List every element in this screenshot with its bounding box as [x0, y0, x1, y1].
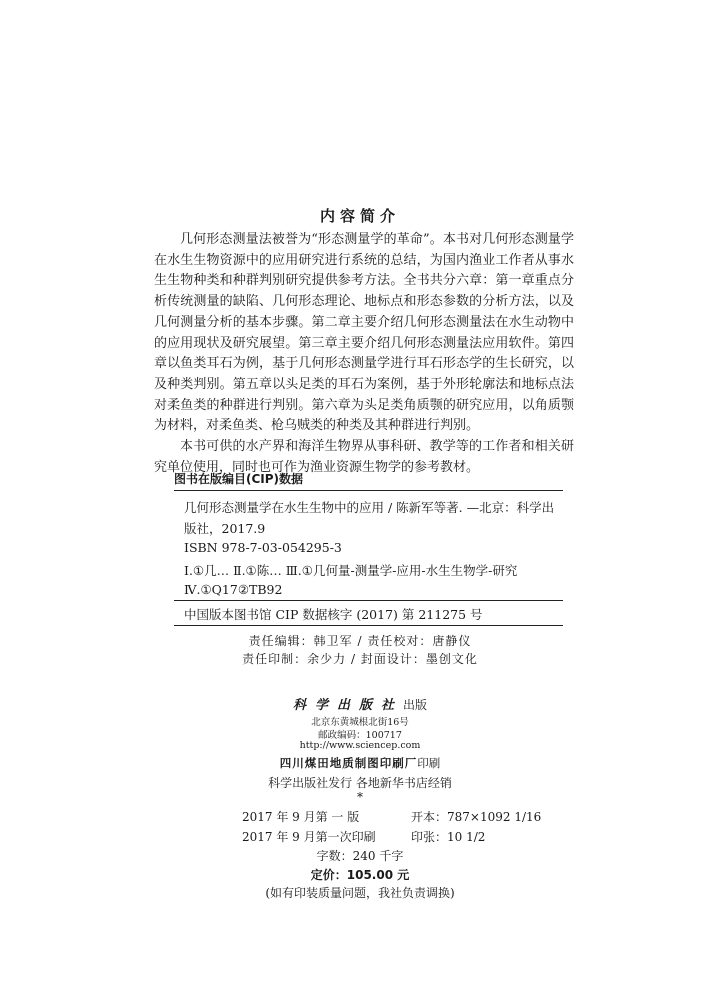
printed-sheets: 印张：10 1/2	[411, 830, 486, 844]
summary-paragraph-1: 几何形态测量法被誉为“形态测量学的革命”。本书对几何形态测量学在水生生物资源中的应用研究进行系统的总结，为国内渔业工作者从事水生生物种类和种群判别研究提供参考方法。全书共分六章：第一章重点分析传统测量的缺陷、几何形态理论、地标点和形态参数的分析方法，以及几何测量分析的基本步骤。第二章主要介绍几何形态测量法在水生动物中的应用现状及研究展望。第三章主要介绍几何形态测量法应用软件。第四章以鱼类耳石为例，基于几何形态测量学进行耳石形态学的生长研究，以及种类判别。第五章以头足类的耳石为案例，基于外形轮廓法和地标点法对柔鱼类的种群进行判别。第六章为头足类角质颚的研究应用，以角质颚为材料，对柔鱼类、枪乌贼类的种类及其种群进行判别。	[154, 232, 574, 434]
publisher-postcode: 邮政编码：100717	[318, 730, 402, 741]
word-count: 字数：240 千字	[316, 849, 404, 863]
cip-line-4: Ⅰ.①几… Ⅱ.①陈… Ⅲ.①几何量-测量学-应用-水生生物学-研究	[184, 563, 518, 578]
quality-note: (如有印装质量问题，我社负责调换)	[265, 886, 455, 900]
cip-line-2: 版社，2017.9	[184, 521, 266, 536]
book-format: 开本：787×1092 1/16	[411, 810, 542, 824]
publisher-website: http://www.sciencep.com	[299, 740, 421, 751]
cip-heading: 图书在版编目(CIP)数据	[174, 472, 304, 486]
separator-star: *	[357, 790, 363, 804]
publisher-address: 北京东黄城根北街16号	[311, 717, 409, 728]
distribution-line: 科学出版社发行 各地新华书店经销	[268, 776, 452, 790]
summary-body	[154, 230, 574, 478]
price: 定价：105.00 元	[310, 868, 410, 882]
summary-paragraph-2: 本书可供的水产界和海洋生物界从事科研、教学等的工作者和相关研究单位使用，同时也可作为渔业资源生物学的参考教材。	[154, 439, 574, 475]
printer-name: 四川煤田地质制图印刷厂	[279, 756, 418, 770]
printer-line	[0, 755, 720, 771]
cip-number: 中国版本图书馆 CIP 数据核字 (2017) 第 211275 号	[184, 607, 483, 622]
edition-date: 2017 年 9 月第 一 版	[242, 810, 360, 824]
cip-rule-middle	[174, 600, 563, 601]
summary-title: 内容简介	[319, 207, 400, 225]
publisher-suffix: 出版	[403, 698, 428, 712]
cip-rule-top	[174, 490, 563, 491]
credits-line-2: 责任印制：余少力 / 封面设计：墨创文化	[242, 652, 478, 666]
cip-line-1: 几何形态测量学在水生生物中的应用 / 陈新军等著. —北京：科学出	[184, 500, 555, 515]
cip-rule-bottom	[174, 625, 563, 626]
cip-isbn: ISBN 978-7-03-054295-3	[184, 540, 342, 555]
print-date: 2017 年 9 月第一次印刷	[242, 830, 376, 844]
printer-suffix: 印刷	[417, 756, 441, 770]
credits-line-1: 责任编辑：韩卫军 / 责任校对：唐静仪	[248, 634, 472, 648]
cip-line-5: Ⅳ.①Q17②TB92	[184, 582, 283, 597]
publisher-logo	[0, 694, 720, 713]
publisher-logo-text: 科学出版社	[292, 698, 403, 713]
